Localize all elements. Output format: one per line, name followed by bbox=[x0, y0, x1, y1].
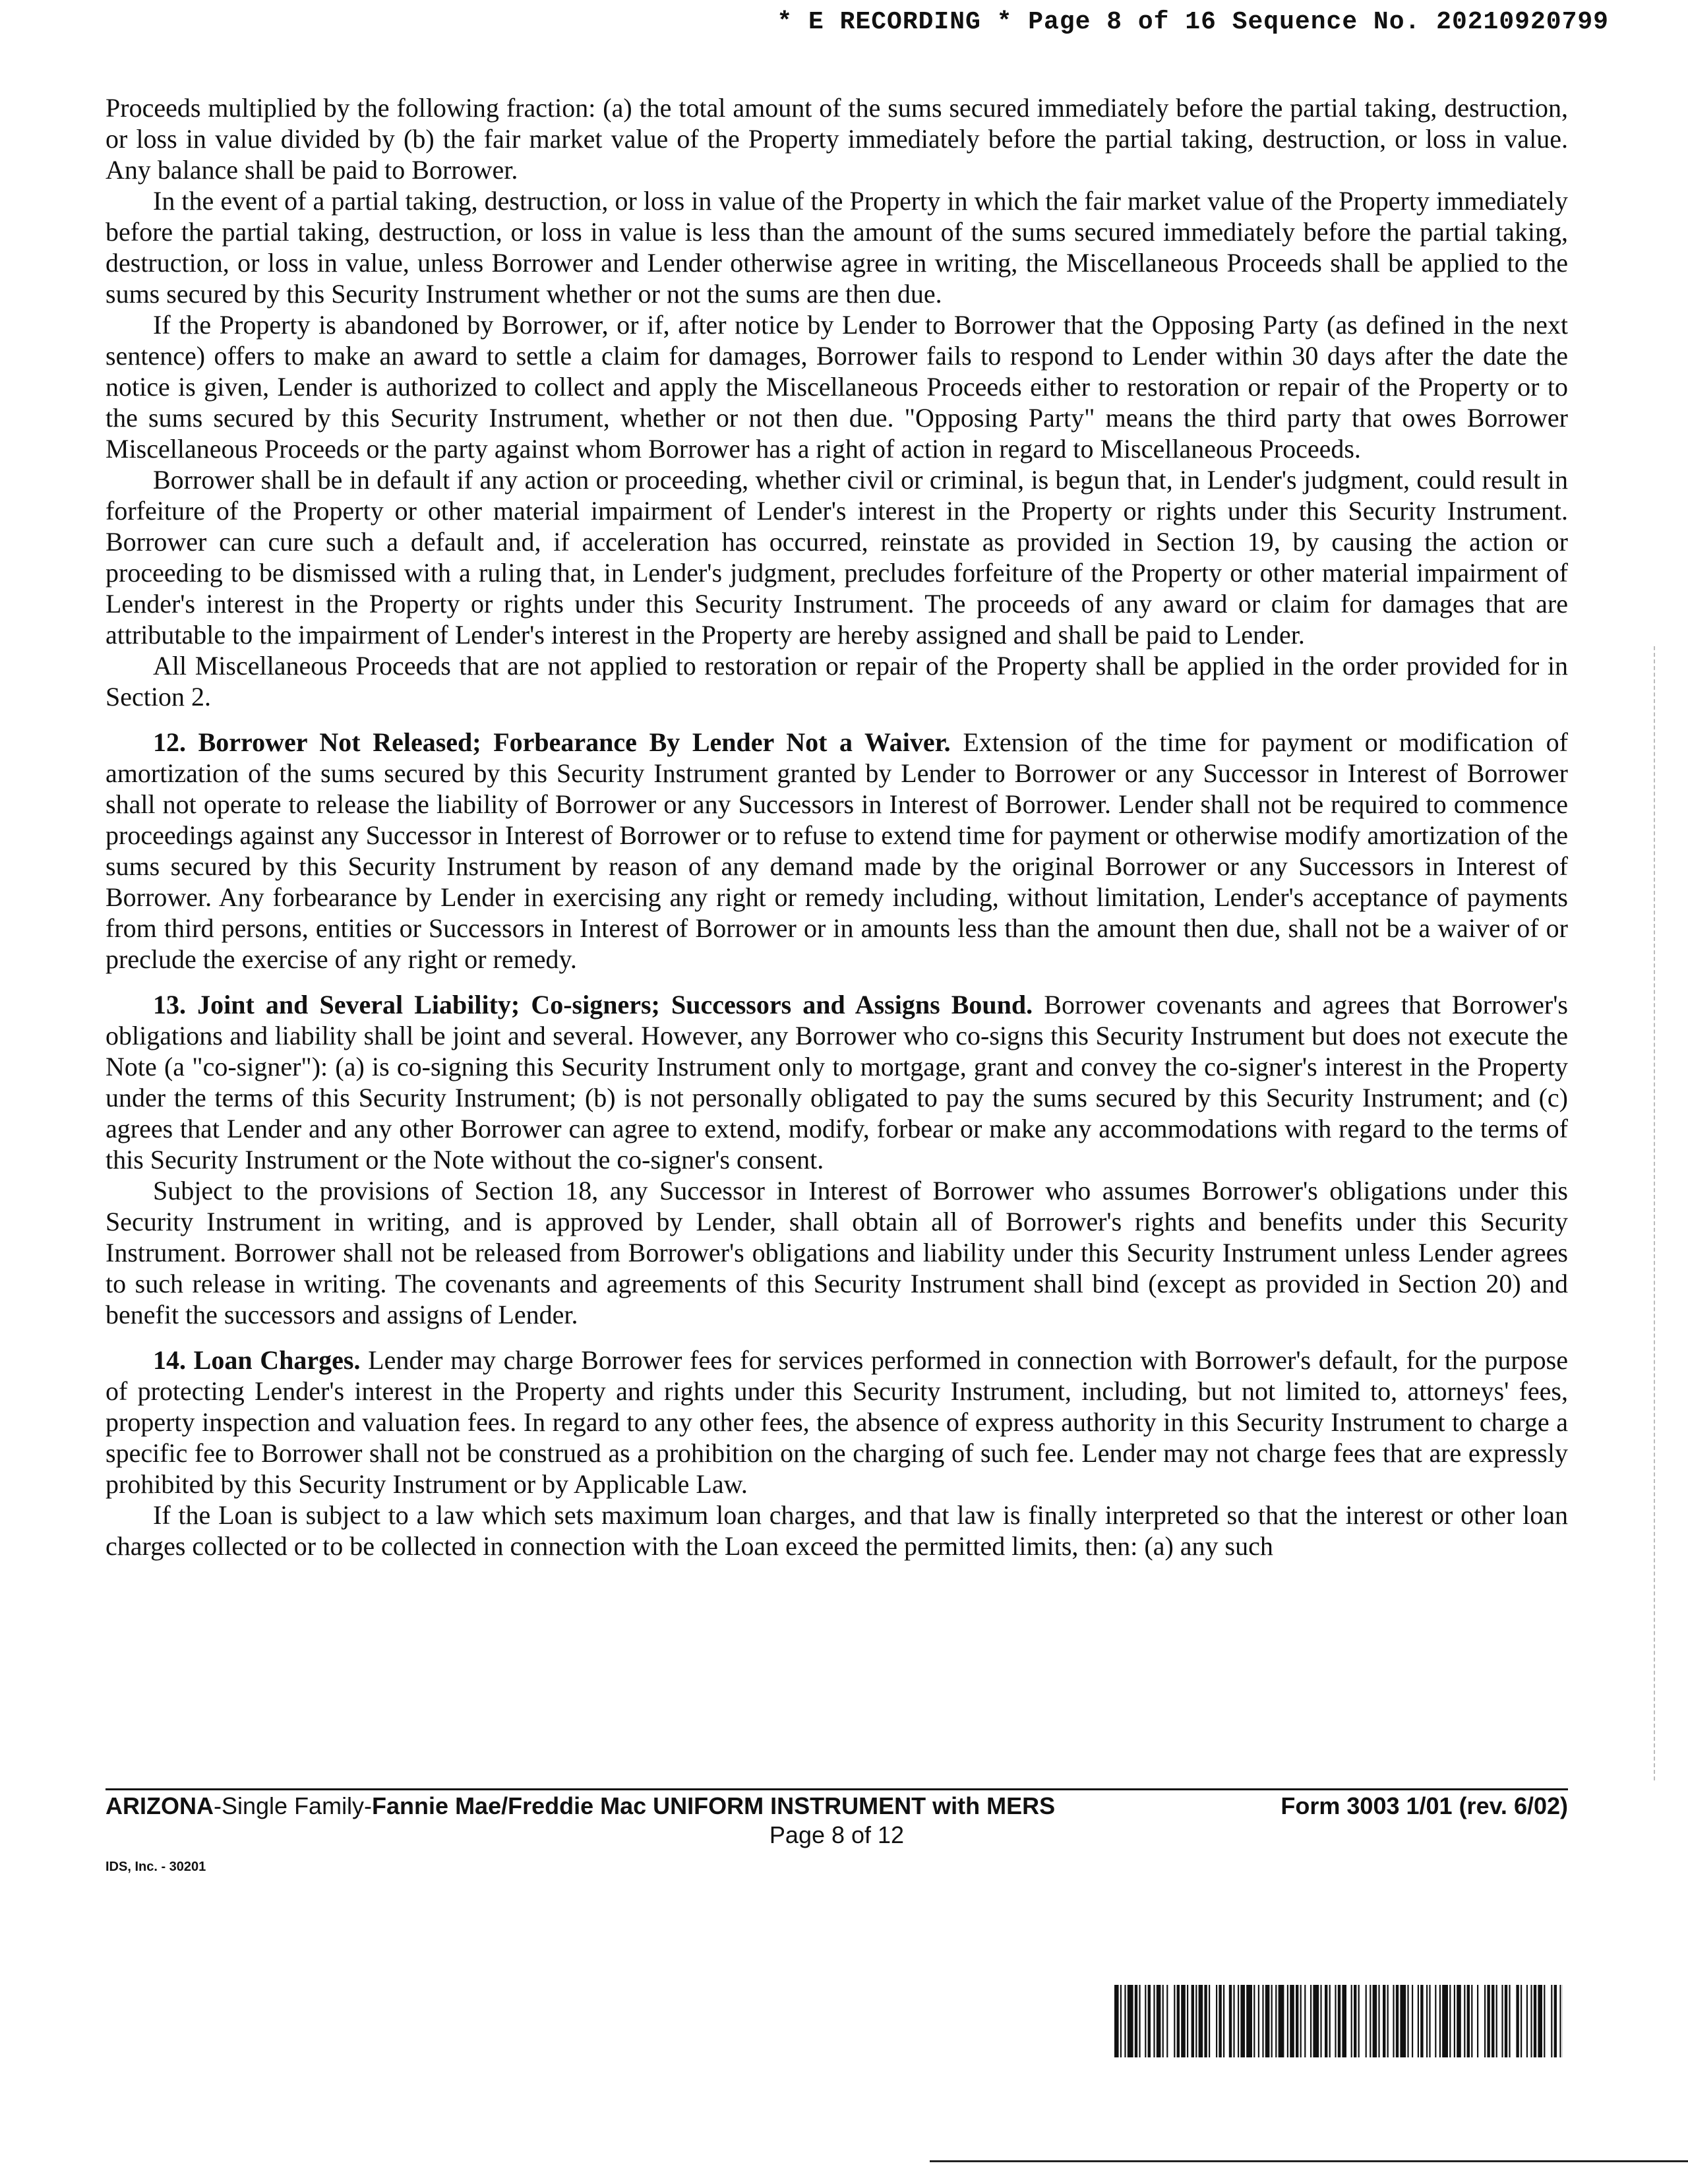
barcode-bar bbox=[1279, 1985, 1284, 2057]
section-12 bbox=[106, 727, 1568, 975]
barcode-bar bbox=[1373, 1985, 1377, 2057]
barcode-bar bbox=[1238, 1985, 1239, 2057]
section-14-text: Lender may charge Borrower fees for services performed in connection with Borrower's default, for the purpose of protecting Lender's interest in the Property and rights under this Security Instrument, including, but not limited to, attorneys' fees, property inspection and valuation fees. In regard to any other fees, the absence of express authority in this Security Instrument to charge a specific fee to Borrower shall not be construed as a prohibition on the charging of such fee. Lender may not charge fees that are expressly prohibited by this Security Instrument or by Applicable Law. bbox=[106, 1345, 1569, 1499]
barcode-bar bbox=[1265, 1985, 1270, 2057]
barcode-bar bbox=[1199, 1985, 1203, 2057]
barcode-bar bbox=[1370, 1985, 1371, 2057]
barcode-bar bbox=[1275, 1985, 1277, 2057]
section-12-text: Extension of the time for payment or modification of amortization of the sums secured by this Security Instrument granted by Lender to Borrower or any Successor in Interest of Borrower shall not operate to release the liability of Borrower or any Successors in Interest of Borrower. Lender shall not be required to commence proceedings against any Successor in Interest of Borrower or to refuse to extend time for payment or otherwise modify amortization of the sums secured by this Security Instrument by reason of any demand made by the original Borrower or any Successors in Interest of Borrower. Any forbearance by Lender in exercising any right or remedy including, without limitation, Lender's acceptance of payments from third persons, entities or Successors in Interest of Borrower or in amounts less than the amount then due, shall not be a waiver of or preclude the exercise of any right or remedy. bbox=[106, 727, 1568, 974]
barcode-bar bbox=[1505, 1985, 1507, 2057]
section-14 bbox=[106, 1345, 1568, 1500]
barcode-bar bbox=[1253, 1985, 1255, 2057]
footer-ids-code: IDS, Inc. - 30201 bbox=[106, 1860, 206, 1874]
barcode-bar bbox=[1300, 1985, 1302, 2057]
side-scan-line bbox=[1654, 646, 1655, 1780]
barcode-bar bbox=[1304, 1985, 1306, 2057]
barcode-bar bbox=[1521, 1985, 1522, 2057]
barcode-bar bbox=[1426, 1985, 1428, 2057]
barcode-bar bbox=[1420, 1985, 1423, 2057]
barcode-bar bbox=[1128, 1985, 1133, 2057]
paragraph-proceeds-fraction: Proceeds multiplied by the following fraction: (a) the total amount of the sums secured immediately before the partial taking, destruction, or loss in value divided by (b) the fair market value of the Property immediately before the partial taking, destruction, or loss in value. Any balance shall be paid to Borrower. bbox=[106, 93, 1568, 185]
barcode-bar bbox=[1162, 1985, 1164, 2057]
barcode-bar bbox=[1325, 1985, 1327, 2057]
barcode-bar bbox=[1296, 1985, 1298, 2057]
footer-divider bbox=[106, 1788, 1568, 1790]
barcode-bar bbox=[1310, 1985, 1311, 2057]
barcode-bar bbox=[1246, 1985, 1252, 2057]
barcode-bar bbox=[1271, 1985, 1273, 2057]
barcode-bar bbox=[1290, 1985, 1294, 2057]
barcode-bar bbox=[1195, 1985, 1197, 2057]
paragraph-partial-taking: In the event of a partial taking, destruction, or loss in value of the Property in which the fair market value of the Property immediately before the partial taking, destruction, or loss in value is less than the amount of the sums secured immediately before the partial taking, destruction, or loss in value, unless Borrower and Lender otherwise agree in writing, the Miscellaneous Proceeds shall be applied to the sums secured by this Security Instrument whether or not the sums are then due. bbox=[106, 186, 1568, 309]
barcode-bar bbox=[1467, 1985, 1470, 2057]
barcode-bar bbox=[1449, 1985, 1451, 2057]
paragraph-miscellaneous-proceeds: All Miscellaneous Proceeds that are not applied to restoration or repair of the Property shall be applied in the order provided for in Section 2. bbox=[106, 651, 1568, 712]
section-13-text: Borrower covenants and agrees that Borrower's obligations and liability shall be joint and several. However, any Borrower who co-signs this Security Instrument but does not execute the Note (a "co-signer"): (a) is co-signing this Security Instrument only to mortgage, grant and convey the co-signer's interest in the Property under the terms of this Security Instrument; (b) is not personally obligated to pay the sums secured by this Security Instrument; and (c) agrees that Lender and any other Borrower can agree to extend, modify, forbear or make any accommodations with regard to the terms of this Security Instrument or the Note without the co-signer's consent. bbox=[106, 990, 1568, 1174]
barcode-bar bbox=[1439, 1985, 1441, 2057]
barcode-bar bbox=[1181, 1985, 1186, 2057]
barcode-bar bbox=[1435, 1985, 1436, 2057]
footer-page-number: Page 8 of 12 bbox=[769, 1821, 905, 1848]
barcode-bar bbox=[1378, 1985, 1379, 2057]
footer-instrument-title bbox=[106, 1792, 1055, 1820]
barcode-bar bbox=[1153, 1985, 1155, 2057]
barcode-bar bbox=[1139, 1985, 1140, 2057]
barcode-bar bbox=[1124, 1985, 1126, 2057]
barcode-bar bbox=[1209, 1985, 1210, 2057]
barcode-bar bbox=[1544, 1985, 1545, 2057]
section-14-paragraph-2: If the Loan is subject to a law which sets maximum loan charges, and that law is finally interpreted so that the interest or other loan charges collected or to be collected in connection with the Loan exceed the permitted limits, then: (a) any such bbox=[106, 1500, 1568, 1561]
barcode-bar bbox=[1509, 1985, 1510, 2057]
section-12-heading: 12. Borrower Not Released; Forbearance By Lender Not a Waiver. bbox=[153, 727, 951, 757]
barcode-bar bbox=[1191, 1985, 1194, 2057]
barcode-bar bbox=[1219, 1985, 1221, 2057]
barcode-bar bbox=[1559, 1985, 1561, 2057]
barcode-bar bbox=[1187, 1985, 1188, 2057]
section-13-heading: 13. Joint and Several Liability; Co-signers; Successors and Assigns Bound. bbox=[153, 990, 1033, 1019]
barcode-bar bbox=[1457, 1985, 1461, 2057]
document-body bbox=[106, 92, 1568, 1562]
barcode-bar bbox=[1320, 1985, 1321, 2057]
barcode-bar bbox=[1407, 1985, 1408, 2057]
barcode-bar bbox=[1342, 1985, 1346, 2057]
barcode-bar bbox=[1393, 1985, 1394, 2057]
barcode-bar bbox=[1177, 1985, 1180, 2057]
barcode-bar bbox=[1166, 1985, 1168, 2057]
section-13-paragraph-2: Subject to the provisions of Section 18, any Successor in Interest of Borrower who assumes Borrower's obligations under this Security Instrument in writing, and is approved by Lender, shall obtain all of Borrower's rights and benefits under this Security Instrument. Borrower shall not be released from Borrower's obligations and liability under this Security Instrument unless Lender agrees to such release in writing. The covenants and agreements of this Security Instrument shall bind (except as provided in Section 20) and benefit the successors and assigns of Lender. bbox=[106, 1176, 1568, 1329]
barcode-bar bbox=[1157, 1985, 1161, 2057]
paragraph-abandoned-property: If the Property is abandoned by Borrower, or if, after notice by Lender to Borrower that the Opposing Party (as defined in the next sentence) offers to make an award to settle a claim for damages, Borrower fails to respond to Lender within 30 days after the date the notice is given, Lender is authorized to collect and apply the Miscellaneous Proceeds either to restoration or repair of the Property or to the sums secured by this Security Instrument, whether or not then due. "Opposing Party" means the third party that owes Borrower Miscellaneous Proceeds or the party against whom Borrower has a right of action in regard to Miscellaneous Proceeds. bbox=[106, 310, 1568, 464]
barcode-bar bbox=[1262, 1985, 1263, 2057]
bottom-edge-line bbox=[930, 2160, 1688, 2162]
barcode-bar bbox=[1229, 1985, 1232, 2057]
barcode-bar bbox=[1554, 1985, 1557, 2057]
barcode-bar bbox=[1223, 1985, 1224, 2057]
barcode-bar bbox=[1464, 1985, 1465, 2057]
footer-form-line bbox=[106, 1792, 1568, 1820]
barcode-bar bbox=[1526, 1985, 1528, 2057]
barcode-bar bbox=[1501, 1985, 1503, 2057]
barcode-bar bbox=[1174, 1985, 1175, 2057]
section-13 bbox=[106, 989, 1568, 1175]
barcode-bar bbox=[1383, 1985, 1385, 2057]
barcode-bar bbox=[1396, 1985, 1399, 2057]
barcode-bar bbox=[1204, 1985, 1207, 2057]
footer-form-number: Form 3003 1/01 (rev. 6/02) bbox=[1281, 1792, 1568, 1819]
recording-stamp: * E RECORDING * Page 8 of 16 Sequence No. 20210920799 bbox=[777, 8, 1609, 36]
barcode-bar bbox=[1120, 1985, 1122, 2057]
footer-family-type: -Single Family- bbox=[214, 1792, 373, 1819]
barcode-bar bbox=[1534, 1985, 1536, 2057]
barcode-bar bbox=[1258, 1985, 1259, 2057]
barcode-bar bbox=[1351, 1985, 1352, 2057]
barcode-bar bbox=[1358, 1985, 1360, 2057]
barcode-bar bbox=[1471, 1985, 1472, 2057]
barcode-bar bbox=[1114, 1985, 1119, 2057]
barcode-bar bbox=[1400, 1985, 1406, 2057]
barcode-bar bbox=[1530, 1985, 1532, 2057]
barcode-bar bbox=[1387, 1985, 1389, 2057]
barcode-bar bbox=[1418, 1985, 1419, 2057]
barcode-bar bbox=[1487, 1985, 1490, 2057]
barcode-bar bbox=[1216, 1985, 1217, 2057]
barcode-bar bbox=[1338, 1985, 1341, 2057]
barcode-bar bbox=[1516, 1985, 1519, 2057]
barcode-bar bbox=[1145, 1985, 1146, 2057]
barcode-bar bbox=[1492, 1985, 1494, 2057]
barcode-bar bbox=[1313, 1985, 1319, 2057]
barcode-image bbox=[1114, 1985, 1563, 2057]
barcode-bar bbox=[1551, 1985, 1552, 2057]
footer-state: ARIZONA bbox=[106, 1792, 214, 1819]
barcode-bar bbox=[1454, 1985, 1455, 2057]
barcode-bar bbox=[1135, 1985, 1137, 2057]
barcode-bar bbox=[1442, 1985, 1448, 2057]
barcode-bar bbox=[1496, 1985, 1497, 2057]
barcode-bar bbox=[1148, 1985, 1151, 2057]
barcode-bar bbox=[1412, 1985, 1413, 2057]
barcode-bar bbox=[1335, 1985, 1336, 2057]
barcode-bar bbox=[1287, 1985, 1288, 2057]
barcode-bar bbox=[1477, 1985, 1478, 2057]
barcode-bar bbox=[1538, 1985, 1542, 2057]
barcode-bar bbox=[1354, 1985, 1356, 2057]
barcode-bar bbox=[1429, 1985, 1430, 2057]
barcode-bar bbox=[1233, 1985, 1234, 2057]
section-14-heading: 14. Loan Charges. bbox=[153, 1345, 361, 1375]
barcode-bar bbox=[1366, 1985, 1367, 2057]
barcode-bar bbox=[1329, 1985, 1331, 2057]
barcode-bar bbox=[1240, 1985, 1245, 2057]
barcode-bar bbox=[1484, 1985, 1486, 2057]
footer-instrument: Fannie Mae/Freddie Mac UNIFORM INSTRUMENT with MERS bbox=[372, 1792, 1056, 1819]
paragraph-default-action: Borrower shall be in default if any action or proceeding, whether civil or criminal, is begun that, in Lender's judgment, could result in forfeiture of the Property or other material impairment of Lender's interest in the Property or rights under this Security Instrument. Borrower can cure such a default and, if acceleration has occurred, reinstate as provided in Section 19, by causing the action or proceeding to be dismissed with a ruling that, in Lender's judgment, precludes forfeiture of the Property or other material impairment of Lender's interest in the Property or rights under this Security Instrument. The proceeds of any award or claim for damages that are attributable to the impairment of Lender's interest in the Property are hereby assigned and shall be paid to Lender. bbox=[106, 465, 1568, 650]
